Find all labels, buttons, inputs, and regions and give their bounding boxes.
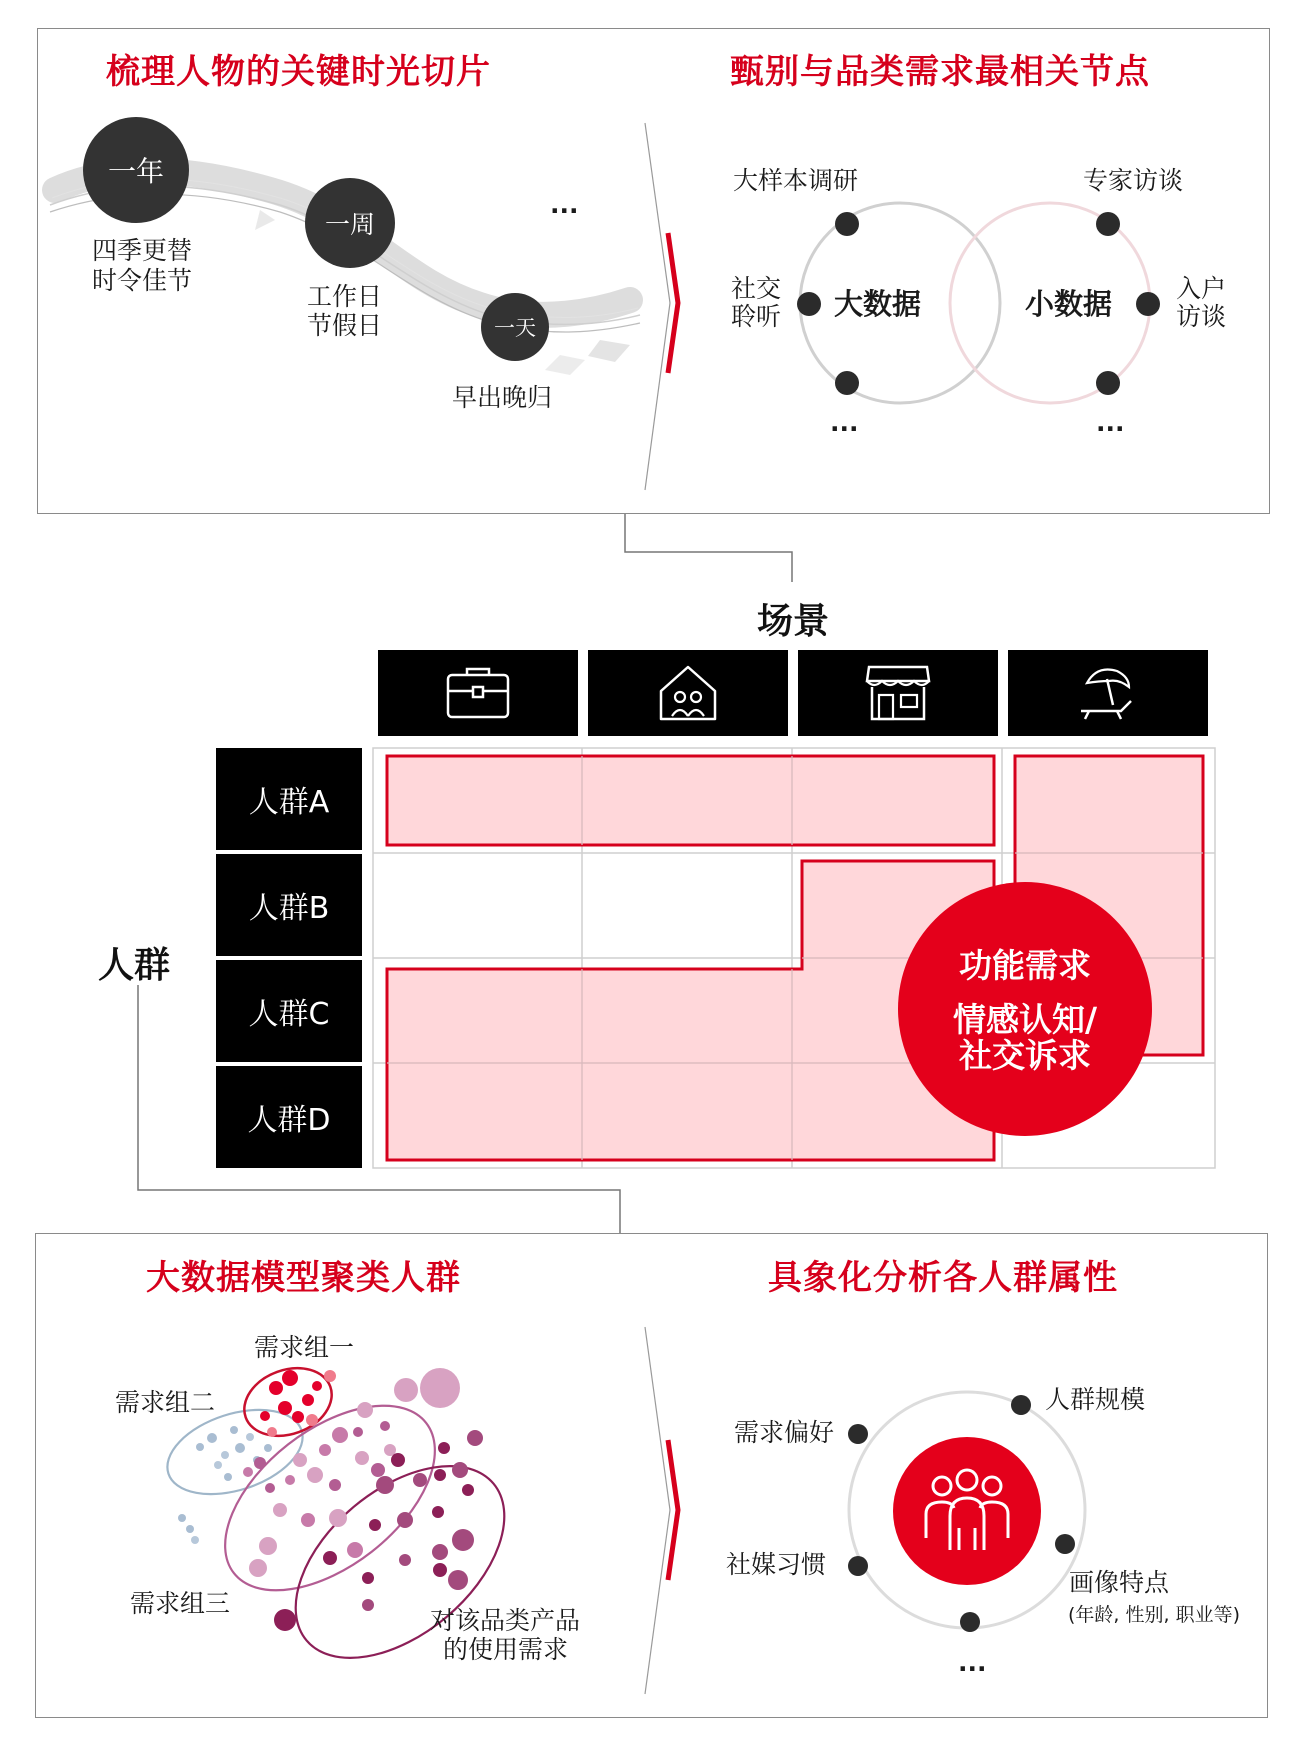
social-listening-label-2: 聆听 [731, 302, 782, 331]
people-group-icon [912, 1466, 1022, 1556]
scene-header-store [798, 650, 998, 736]
venn-more-right: ... [1096, 408, 1125, 437]
clustering-title: 大数据模型聚类人群 [146, 1258, 461, 1298]
cluster-group3-label: 需求组三 [130, 1589, 231, 1618]
year-caption-2: 时令佳节 [92, 266, 193, 295]
connector-top [620, 514, 820, 584]
week-caption-2: 节假日 [307, 311, 383, 340]
crowd-row-b [216, 854, 362, 956]
time-more-ellipsis: ... [550, 190, 579, 219]
top-chevron-divider [640, 118, 700, 498]
big-data-label: 大数据 [834, 287, 922, 321]
week-label: 一周 [324, 210, 375, 239]
node-dot [797, 292, 821, 316]
node-dot [1096, 371, 1120, 395]
venn-more-left: ... [830, 408, 859, 437]
day-circle [481, 293, 549, 361]
needs-callout-line3: 社交诉求 [959, 1036, 1091, 1075]
needs-callout-line1: 功能需求 [959, 946, 1091, 985]
node-dot [1136, 292, 1160, 316]
expert-interview-label: 专家访谈 [1083, 166, 1184, 195]
scene-header-office [378, 650, 578, 736]
attribute-analysis-title: 具象化分析各人群属性 [768, 1258, 1118, 1298]
attr-dot [1055, 1534, 1075, 1554]
scene-axis-label: 场景 [757, 601, 830, 642]
crowd-row-a [216, 748, 362, 850]
crowd-row-c-label: 人群C [248, 997, 330, 1032]
crowd-axis-label: 人群 [98, 945, 171, 986]
home-visit-label-2: 访谈 [1176, 302, 1227, 331]
highlight-region-a [387, 756, 994, 845]
attr-scale-label: 人群规模 [1045, 1385, 1146, 1414]
scene-header-home [588, 650, 788, 736]
scene-header-leisure [1008, 650, 1208, 736]
week-circle [305, 178, 395, 268]
needs-callout-circle [898, 882, 1152, 1136]
home-family-icon [653, 661, 723, 725]
small-data-label: 小数据 [1025, 287, 1113, 321]
attr-preference-label: 需求偏好 [734, 1418, 835, 1447]
home-visit-label-1: 入户 [1176, 274, 1227, 303]
attr-dot [960, 1612, 980, 1632]
briefcase-icon [443, 663, 513, 723]
usage-needs-label-2: 的使用需求 [443, 1635, 569, 1664]
attr-more-ellipsis: ... [958, 1648, 987, 1677]
crowd-row-b-label: 人群B [248, 891, 330, 926]
node-dot [835, 212, 859, 236]
node-dot [835, 371, 859, 395]
social-listening-label-1: 社交 [731, 274, 782, 303]
beach-umbrella-icon [1073, 661, 1143, 725]
relevant-nodes-title: 甄别与品类需求最相关节点 [730, 52, 1150, 92]
needs-callout-line2: 情感认知/ [952, 1000, 1098, 1039]
crowd-group-badge [893, 1437, 1041, 1585]
week-caption-1: 工作日 [307, 282, 383, 311]
attr-media-label: 社媒习惯 [726, 1550, 827, 1579]
attr-dot [1011, 1395, 1031, 1415]
cluster-group2-label: 需求组二 [115, 1388, 216, 1417]
year-label: 一年 [107, 155, 164, 188]
attr-portrait-note: (年龄, 性别, 职业等) [1068, 1604, 1240, 1626]
year-circle [83, 117, 189, 223]
node-dot [1096, 212, 1120, 236]
bottom-chevron-divider [640, 1322, 700, 1702]
attr-portrait-label: 画像特点 [1069, 1568, 1170, 1597]
crowd-row-d-label: 人群D [247, 1103, 331, 1138]
usage-needs-label-1: 对该品类产品 [430, 1606, 581, 1635]
cluster-group1-label: 需求组一 [254, 1333, 355, 1362]
large-sample-survey-label: 大样本调研 [733, 166, 859, 195]
day-label: 一天 [494, 316, 536, 340]
crowd-row-a-label: 人群A [248, 785, 330, 820]
connector-bottom [130, 985, 650, 1245]
attr-dot [848, 1556, 868, 1576]
storefront-icon [863, 661, 933, 725]
year-caption-1: 四季更替 [92, 236, 193, 265]
time-slices-title: 梳理人物的关键时光切片 [106, 52, 491, 92]
attr-dot [848, 1424, 868, 1444]
day-caption: 早出晚归 [452, 383, 553, 412]
